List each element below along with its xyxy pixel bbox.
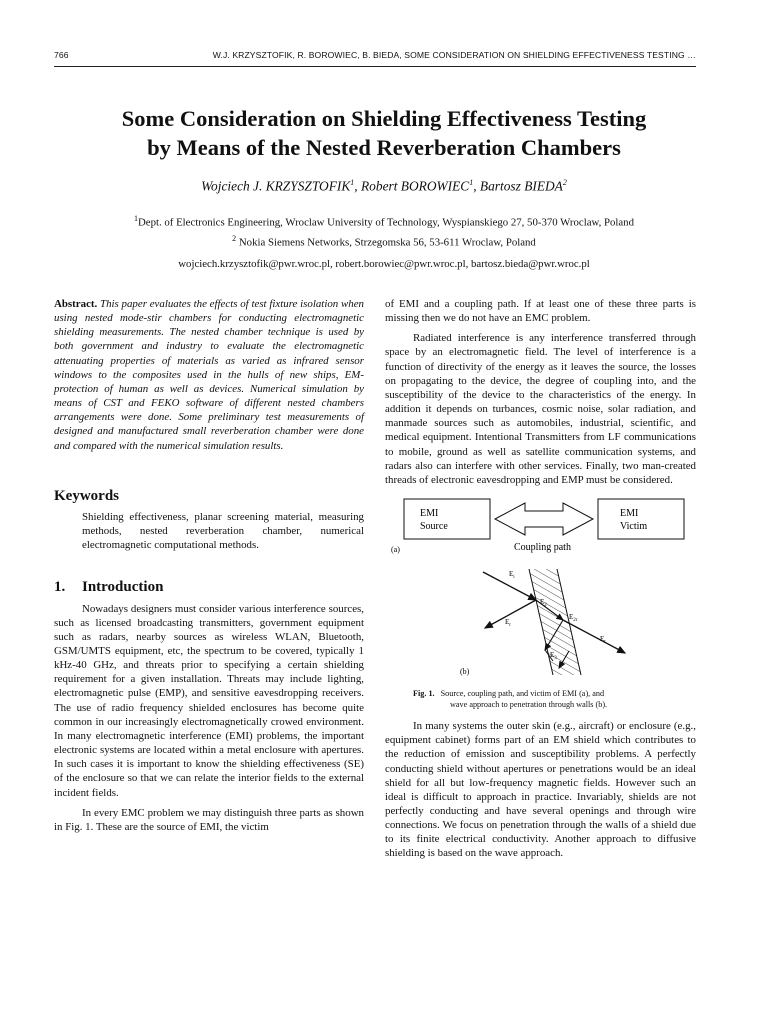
figure-part-a-label: (a)	[391, 545, 400, 555]
author-name: Wojciech J. KRZYSZTOFIK	[201, 178, 351, 194]
author-list: Wojciech J. KRZYSZTOFIK$^1$, Robert BOROWIEC$^1$, Bartosz BIEDA$^2$	[201, 178, 567, 194]
affiliation-text: Nokia Siemens Networks, Strzegomska 56, 53-611 Wroclaw, Poland	[238, 236, 536, 249]
affiliations	[40, 211, 728, 250]
emi-source-label-2: Source	[420, 521, 448, 533]
right-paragraph-2: Radiated interference is any interference transferred through space by an electromagnetic field. The level of interference is a function of directivity of the energy as it leaves the source, the losses on propagating to the device, the degree of coupling into, and the susceptibility of the device to the characteristics of the energy. In addition it depends on turbances, cosmic noise, solar radiation, and manmade sources such as automobiles, industrial, scientific, and medical equipment. Intentional Transmitters from LF communications to mobile, ground as well as satellite communication systems, and radars also can interfere with other services. Finally, two man-created threads of electronic eavesdropping and EMP must be considered.	[385, 332, 696, 486]
figure-1-caption	[413, 688, 683, 710]
section-number: 1.	[54, 579, 66, 596]
affiliation-2	[40, 231, 728, 251]
right-paragraph-3: In many systems the outer skin (e.g., aircraft) or enclosure (e.g., equipment cabinet) forms part of an EM shield which contributes to the reduction of emission and susceptibility problems. A perfectly conducting shield without apertures or penetrations would be an ideal shield for all but low-frequency magnetic fields. However such an ideal is difficult to approach in practice. Invariably, shields are not perfectly conducting and have several openings and through wire connections. We focus on penetration through the walls of a shield due to its finite electrical conductivity. Another approach to diffusive shielding is based on the wave approach.	[385, 720, 696, 860]
label-e2: $E_2$	[540, 598, 547, 609]
author-affiliation-mark: 2	[562, 178, 567, 187]
caption-line-1: Source, coupling path, and victim of EMI (a), and	[440, 689, 605, 699]
abstract-text: This paper evaluates the effects of test fixture isolation when using nested mode-stir chambers for conducting electromagnetic shielding measurements. The nested chamber technique is used by both government and industry to evaluate the electromagnetic attenuating properties of materials as varied as infrared sensor windows to the composites used in the hulls of new ships, EM-protection of human as well as devices. Numerical simulation by means of CST and FEKO software of different nested chambers arrangements were done. Some preliminary test measurements of designed and manufactured small reverberation chamber were done and compared with the numerical simulation results.	[54, 298, 364, 452]
figure-label: Fig. 1.	[413, 689, 435, 699]
emi-source-box	[404, 499, 490, 539]
author-emails: wojciech.krzysztofik@pwr.wroc.pl, robert.borowiec@pwr.wroc.pl, bartosz.bieda@pwr.wroc.pl	[178, 258, 590, 270]
header-rule	[54, 66, 696, 67]
affiliation-number: 1	[134, 214, 138, 223]
running-title: W.J. KRZYSZTOFIK, R. BOROWIEC, B. BIEDA, SOME CONSIDERATION ON SHIELDING EFFECTIVENESS TESTING …	[212, 50, 696, 60]
paper-title	[40, 104, 728, 162]
keywords-text: Shielding effectiveness, planar screening material, measuring methods, nested reverberation chamber, numerical electromagnetic computational methods.	[82, 510, 364, 552]
label-ei: $E_i$	[509, 570, 515, 581]
emi-victim-label-1: EMI	[620, 508, 639, 520]
emi-victim-box	[598, 499, 684, 539]
page-number: 766	[54, 50, 69, 60]
title-line-2: by Means of the Nested Reverberation Chambers	[147, 135, 621, 160]
emi-source-label-1: EMI	[420, 508, 439, 520]
author-name: Robert BOROWIEC	[361, 178, 470, 194]
figure-part-b-label: (b)	[460, 667, 470, 677]
affiliation-text: Dept. of Electronics Engineering, Wroclaw University of Technology, Wyspianskiego 27, 50-370 Wroclaw, Poland	[138, 216, 634, 229]
label-e2r: $E_{2r}$	[569, 613, 578, 624]
left-column	[54, 297, 364, 834]
section-heading-introduction	[54, 580, 364, 594]
running-header	[54, 50, 696, 64]
label-et: $E_t$	[600, 635, 606, 646]
author-affiliation-mark: 1	[350, 178, 355, 187]
intro-paragraph-2: In every EMC problem we may distinguish three parts as shown in Fig. 1. These are the source of EMI, the victim	[54, 806, 364, 833]
keywords-heading: Keywords	[54, 487, 119, 504]
right-column	[385, 297, 696, 861]
caption-line-2: wave approach to penetration through walls (b).	[450, 700, 608, 710]
abstract-label: Abstract.	[54, 298, 98, 310]
author-name: Bartosz BIEDA	[479, 178, 563, 194]
figure-1-drawing	[385, 497, 696, 687]
affiliation-number: 2	[232, 233, 237, 243]
affiliation-1	[40, 211, 728, 231]
label-e3: $E_3$	[550, 651, 557, 662]
label-er: $E_r$	[505, 618, 511, 629]
intro-paragraph-1: Nowadays designers must consider various interference sources, such as licensed broadcasting transmitters, government equipment such as radars, nearby sources as wireless WLAN, Bluetooth, GSM/UMTS equipment, etc, the spectrum to be covered, typically 1 kHz-40 GHz, and threats prior to specifying a certain shielding requirement for a given installation. Threats may include lighting, electromagnetic pulse (EMP), and sensitive eavesdropping receivers. The use of radio frequency shielded enclosures has become quite common in our increasingly electromagnetically crowed environment. In many electromagnetic interference (EMI) problems, the important electronic systems are located within a metal enclosure with apertures. In such cases it is important to know the shielding effectiveness (SE) of the enclosure so that we can relate the interior fields to the external incident fields.	[54, 602, 364, 799]
author-affiliation-mark: 1	[469, 178, 474, 187]
abstract	[54, 297, 364, 453]
coupling-path-label: Coupling path	[514, 542, 571, 554]
title-line-1: Some Consideration on Shielding Effectiveness Testing	[121, 106, 647, 131]
right-paragraph-1: of EMI and a coupling path. If at least one of these three parts is missing then we do not have an EMC problem.	[385, 298, 696, 325]
figure-1	[385, 497, 696, 719]
emi-victim-label-2: Victim	[620, 521, 648, 533]
coupling-path-arrow	[495, 503, 593, 535]
section-title: Introduction	[82, 579, 164, 596]
